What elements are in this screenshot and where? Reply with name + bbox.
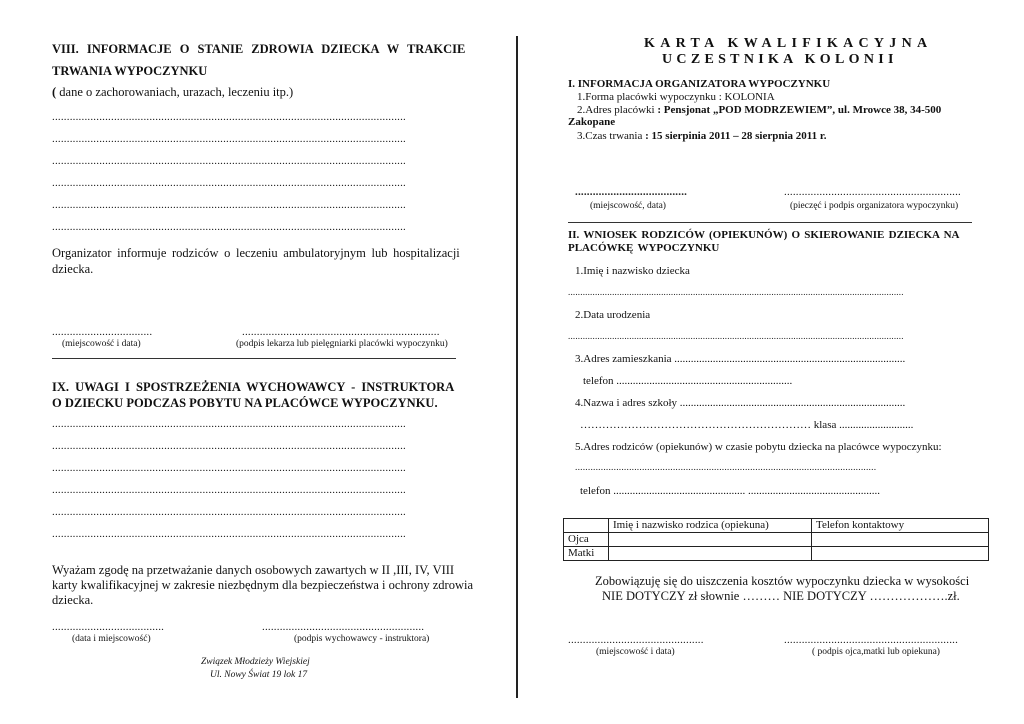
child-name-field[interactable]: ......................................................................................................................................... (568, 287, 904, 297)
mother-phone-cell[interactable] (812, 547, 989, 561)
table-header-row (564, 519, 989, 533)
school-class-field[interactable]: ……………………………………………………… klasa ........................... (580, 419, 914, 431)
table-row (564, 533, 989, 547)
organizer-signature-label: (pieczęć i podpis organizatora wypoczynku) (790, 201, 959, 211)
father-name-cell[interactable] (609, 533, 812, 547)
divider-line (52, 358, 456, 359)
table-header-parent-name: Imię i nazwisko rodzica (opiekuna) (609, 519, 812, 533)
placement-address-city: Zakopane (568, 116, 616, 128)
table-row-label-father: Ojca (564, 533, 609, 547)
parents-phone-field[interactable]: telefon ................................................ ................................................ (580, 485, 881, 497)
health-dot-line[interactable]: ........................................................................................................................ (52, 133, 406, 145)
placement-form-item: 1.Forma placówki wypoczynku : KOLONIA (577, 91, 775, 103)
section-8-heading-line2: TRWANIA WYPOCZYNKU (52, 64, 208, 78)
school-field[interactable]: 4.Nazwa i adres szkoły .................................................................................. (575, 397, 906, 409)
divider-line (568, 222, 972, 223)
remarks-dot-line[interactable]: ........................................................................................................................ (52, 462, 406, 474)
section-8-subtitle: ( dane o zachorowaniach, urazach, leczeniu itp.) (52, 85, 294, 99)
parent-place-date-field[interactable]: .............................................. (568, 634, 704, 646)
placement-address-item: 2.Adres placówki : Pensjonat „POD MODRZEWIEM”, ul. Mrowce 38, 34-500 (577, 104, 942, 116)
educator-signature-label: (podpis wychowawcy - instruktora) (294, 634, 430, 644)
footer-address: Ul. Nowy Świat 19 lok 17 (210, 670, 308, 680)
child-name-label: 1.Imię i nazwisko dziecka (575, 265, 690, 277)
cost-commitment-line2: NIE DOTYCZY zł słownie ……… NIE DOTYCZY ……………….zł. (602, 589, 960, 603)
consent-line1: Wyażam zgodę na przetważanie danych osobowych zawartych w II ,III, IV, VIII (52, 563, 455, 577)
section-1-heading: I. INFORMACJA ORGANIZATORA WYPOCZYNKU (568, 78, 831, 90)
remarks-dot-line[interactable]: ........................................................................................................................ (52, 506, 406, 518)
health-dot-line[interactable]: ........................................................................................................................ (52, 177, 406, 189)
table-row-label-mother: Matki (564, 547, 609, 561)
table-corner-cell (564, 519, 609, 533)
medic-place-date-label: (miejscowość i data) (62, 339, 141, 349)
birth-date-label: 2.Data urodzenia (575, 309, 651, 321)
remarks-dot-line[interactable]: ........................................................................................................................ (52, 418, 406, 430)
organizer-signature-field[interactable]: ............................................................ (784, 186, 961, 198)
organizer-info-line2: dziecka. (52, 262, 94, 276)
table-row (564, 547, 989, 561)
section-2-heading-line1: II. WNIOSEK RODZICÓW (OPIEKUNÓW) O SKIEROWANIE DZIECKA NA (568, 229, 960, 241)
remarks-dot-line[interactable]: ........................................................................................................................ (52, 484, 406, 496)
consent-line2: karty kwalifikacyjnej w zakresie niezbędnym dla bezpieczeństwa i ochrony zdrowia (52, 578, 474, 592)
page-divider (516, 36, 518, 698)
parents-contact-table (563, 518, 989, 561)
mother-name-cell[interactable] (609, 547, 812, 561)
table-header-phone: Telefon kontaktowy (812, 519, 989, 533)
duration-item: 3.Czas trwania : 15 sierpinia 2011 – 28 sierpnia 2011 r. (577, 130, 827, 142)
medic-signature-label: (podpis lekarza lub pielęgniarki placówki wypoczynku) (236, 339, 448, 349)
section-2-heading-line2: PLACÓWKĘ WYPOCZYNKU (568, 242, 720, 254)
section-8-heading-line1: VIII. INFORMACJE O STANIE ZDROWIA DZIECKA W TRAKCIE (52, 42, 466, 56)
health-dot-line[interactable]: ........................................................................................................................ (52, 221, 406, 233)
organizer-info-line1: Organizator informuje rodziców o leczeniu ambulatoryjnym lub hospitalizacji (52, 246, 460, 260)
medic-place-date-field[interactable]: .................................. (52, 326, 153, 338)
organizer-place-date-field[interactable]: ...................................... (575, 186, 688, 198)
parents-address-field[interactable]: ..................................................................................................................... (575, 463, 877, 473)
form-title-line2: UCZESTNIKA KOLONII (662, 52, 898, 67)
home-address-field[interactable]: 3.Adres zamieszkania .................................................................................... (575, 353, 906, 365)
remarks-dot-line[interactable]: ........................................................................................................................ (52, 528, 406, 540)
home-phone-field[interactable]: telefon ................................................................ (583, 375, 793, 387)
parent-signature-field[interactable]: ........................................................... (784, 634, 959, 646)
cost-commitment-line1: Zobowiązuję się do uiszczenia kosztów wypoczynku dziecka w wysokości (595, 574, 970, 588)
educator-date-place-label: (data i miejscowość) (72, 634, 151, 644)
section-9-heading-line2: O DZIECKU PODCZAS POBYTU NA PLACÓWCE WYPOCZYNKU. (52, 396, 438, 410)
parent-place-date-label: (miejscowość i data) (596, 647, 675, 657)
footer-organization: Związek Młodzieży Wiejskiej (201, 657, 310, 667)
section-9-heading-line1: IX. UWAGI I SPOSTRZEŻENIA WYCHOWAWCY - INSTRUKTORA (52, 380, 455, 394)
health-dot-line[interactable]: ........................................................................................................................ (52, 155, 406, 167)
health-dot-line[interactable]: ........................................................................................................................ (52, 199, 406, 211)
health-dot-line[interactable]: ........................................................................................................................ (52, 111, 406, 123)
medic-signature-field[interactable]: ................................................................... (242, 326, 440, 338)
organizer-place-date-label: (miejscowość, data) (590, 201, 666, 211)
father-phone-cell[interactable] (812, 533, 989, 547)
parent-signature-label: ( podpis ojca,matki lub opiekuna) (812, 647, 940, 657)
educator-date-place-field[interactable]: ...................................... (52, 621, 165, 633)
remarks-dot-line[interactable]: ........................................................................................................................ (52, 440, 406, 452)
birth-date-field[interactable]: ......................................................................................................................................... (568, 331, 904, 341)
parents-address-label: 5.Adres rodziców (opiekunów) w czasie pobytu dziecka na placówce wypoczynku: (575, 441, 942, 453)
form-title-line1: KARTA KWALIFIKACYJNA (644, 36, 933, 51)
consent-line3: dziecka. (52, 593, 94, 607)
educator-signature-field[interactable]: ....................................................... (262, 621, 425, 633)
